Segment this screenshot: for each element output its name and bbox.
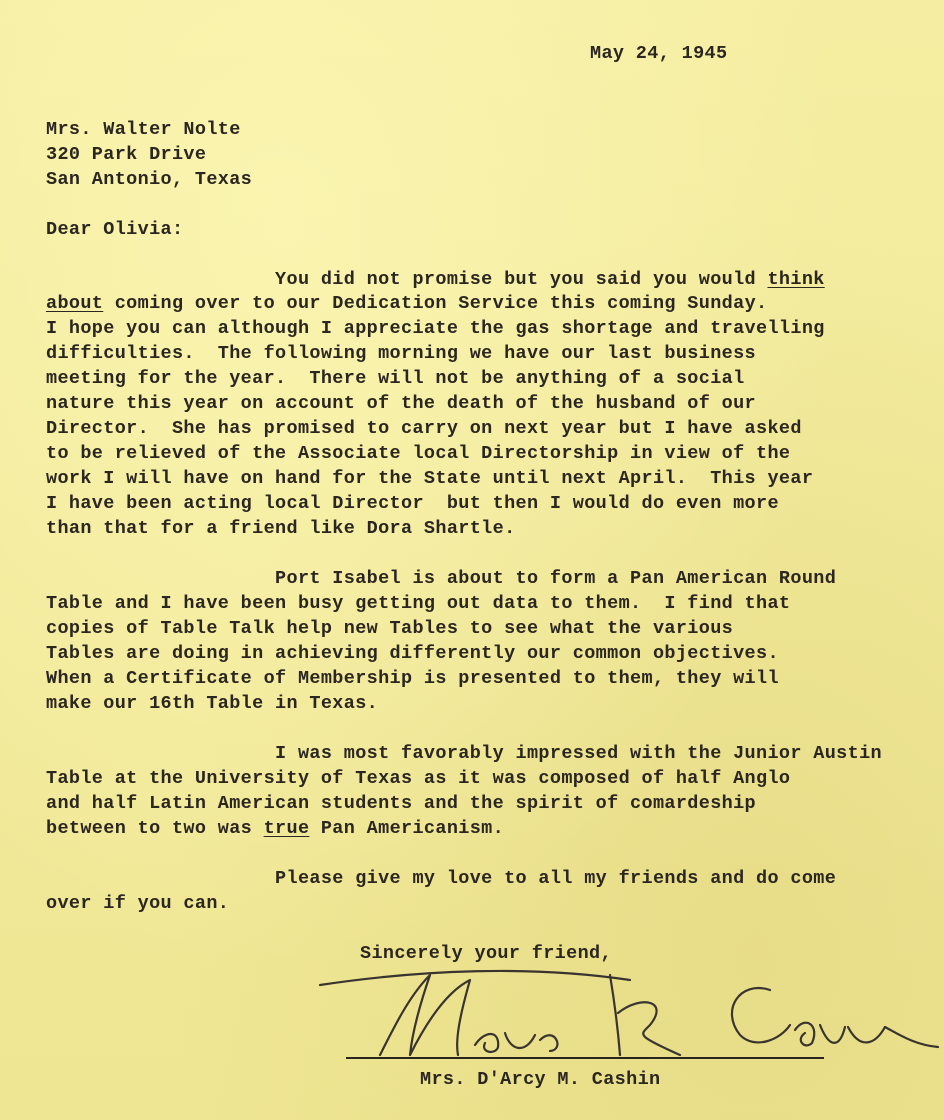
closing: Sincerely your friend, xyxy=(360,943,612,964)
para4-line: Please give my love to all my friends and do come xyxy=(46,868,837,889)
para1-line xyxy=(46,292,767,316)
para1-line: I have been acting local Director but then I would do even more xyxy=(46,493,779,514)
para2-line: When a Certificate of Membership is presented to them, they will xyxy=(46,668,779,689)
para3-line: I was most favorably impressed with the Junior Austin xyxy=(46,743,882,764)
para1-line: to be relieved of the Associate local Directorship in view of the xyxy=(46,443,791,464)
para2-line: Tables are doing in achieving differently our common objectives. xyxy=(46,643,779,664)
para3-line xyxy=(46,817,504,841)
para1-line: difficulties. The following morning we have our last business xyxy=(46,343,757,364)
para3-line: Table at the University of Texas as it was composed of half Anglo xyxy=(46,768,791,789)
para2-line: Table and I have been busy getting out data to them. I find that xyxy=(46,593,791,614)
signer-name: Mrs. D'Arcy M. Cashin xyxy=(420,1069,661,1090)
address-line-name: Mrs. Walter Nolte xyxy=(46,119,241,140)
para1-line: nature this year on account of the death of the husband of our xyxy=(46,393,757,414)
para2-line: Port Isabel is about to form a Pan American Round xyxy=(46,568,837,589)
para1-line1-text: You did not promise but you said you would xyxy=(46,269,768,290)
para2-line: make our 16th Table in Texas. xyxy=(46,693,379,714)
para3-line: and half Latin American students and the spirit of comardeship xyxy=(46,793,757,814)
para1-line2-text: coming over to our Dedication Service this coming Sunday. xyxy=(103,293,768,314)
para2-line: copies of Table Talk help new Tables to see what the various xyxy=(46,618,734,639)
para1-line: meeting for the year. There will not be anything of a social xyxy=(46,368,745,389)
para1-line: than that for a friend like Dora Shartle. xyxy=(46,518,516,539)
para4-line: over if you can. xyxy=(46,893,230,914)
address-line-city: San Antonio, Texas xyxy=(46,169,253,190)
para3-line4-pre: between to two was xyxy=(46,818,264,839)
para1-line: work I will have on hand for the State until next April. This year xyxy=(46,468,814,489)
letter-date: May 24, 1945 xyxy=(590,43,728,64)
salutation: Dear Olivia: xyxy=(46,219,184,240)
underlined-think: think xyxy=(767,269,825,290)
underlined-true: true xyxy=(263,818,310,839)
underlined-about: about xyxy=(46,293,104,314)
para1-line: Director. She has promised to carry on next year but I have asked xyxy=(46,418,802,439)
para3-line4-post: Pan Americanism. xyxy=(309,818,505,839)
para1-line: I hope you can although I appreciate the gas shortage and travelling xyxy=(46,318,825,339)
address-line-street: 320 Park Drive xyxy=(46,144,207,165)
signature-line xyxy=(346,1057,824,1059)
para1-line xyxy=(46,268,825,292)
